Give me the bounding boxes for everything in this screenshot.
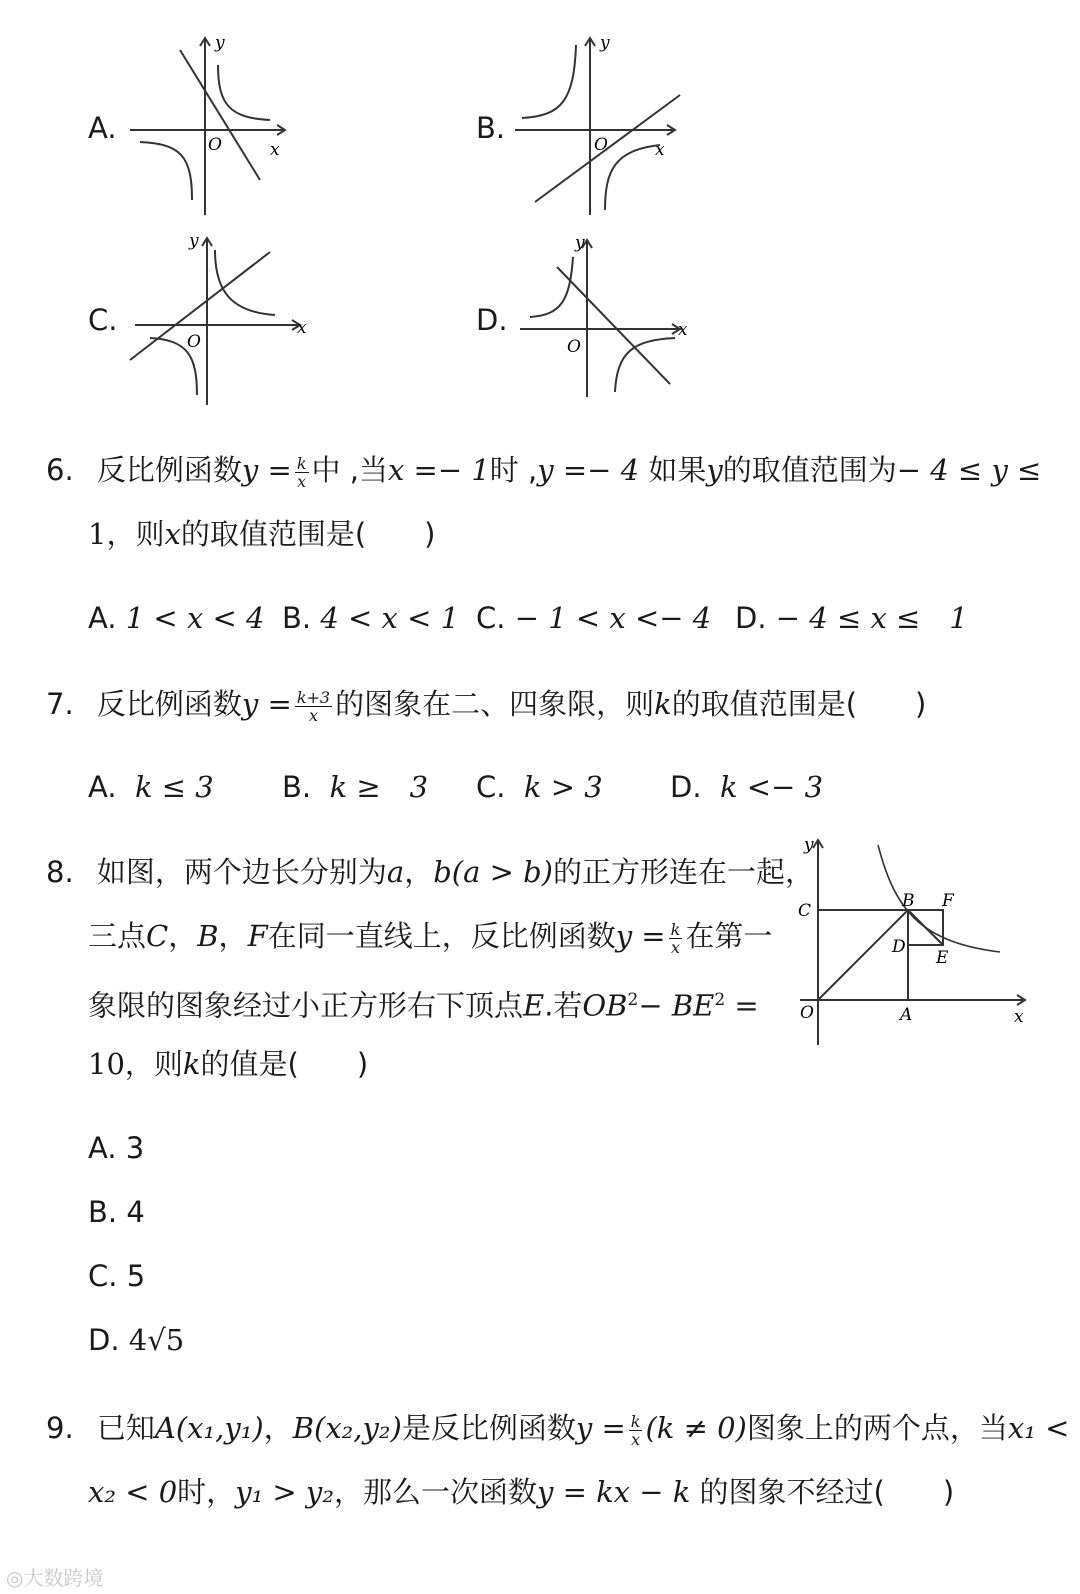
q8-option-a[interactable]: A. 3 [88, 1131, 145, 1165]
question-6-line-2: 1，则x的取值范围是( ) [88, 517, 436, 551]
svg-text:C: C [798, 901, 812, 921]
graph-option-c [125, 230, 315, 410]
svg-text:E: E [936, 948, 949, 968]
svg-text:y: y [600, 33, 610, 53]
q7-option-c[interactable]: C. k > 3 [476, 770, 603, 804]
svg-text:y: y [804, 835, 814, 855]
q8-option-c[interactable]: C. 5 [88, 1259, 146, 1293]
question-8-line-3: 象限的图象经过小正方形右下顶点E.若$OB^2- BE^2$ = [88, 988, 759, 1023]
svg-text:F: F [942, 891, 954, 911]
svg-text:O: O [800, 1003, 814, 1023]
question-8-line-2: 三点C，B，F在同一直线上，反比例函数y = $\frac{k}{x}$ 在第一 [88, 919, 773, 957]
svg-text:O: O [187, 332, 201, 352]
graph-a-x-label: x [270, 140, 280, 160]
graph-option-b-label[interactable]: B. [476, 111, 506, 145]
svg-text:A: A [900, 1005, 913, 1025]
svg-text:x: x [655, 140, 665, 160]
graph-option-c-label[interactable]: C. [88, 303, 118, 337]
svg-text:O: O [594, 135, 608, 155]
svg-text:x: x [678, 320, 688, 340]
q8-option-b[interactable]: B. 4 [88, 1195, 145, 1229]
svg-text:D: D [892, 937, 906, 957]
svg-text:y: y [575, 233, 585, 253]
question-6-line-1: 6. 反比例函数y = $\frac{k}{x}$ 中 ,当x =− 1时 ,y =− 4 如果y的取值范围为− 4 ≤ y ≤ [46, 453, 1042, 491]
q7-option-a[interactable]: A. k ≤ 3 [88, 770, 214, 804]
question-7-text: 7. 反比例函数y = $\frac{k+3}{x}$ 的图象在二、四象限，则k的取值范围是( ) [46, 687, 927, 725]
graph-a-y-label: y [215, 33, 225, 53]
question-9-line-1: 9. 已知A(x₁,y₁)，B(x₂,y₂)是反比例函数y = $\frac{k}{x}$ (k ≠ 0)图象上的两个点，当x₁ < [46, 1411, 1070, 1449]
q6-option-c[interactable]: C. − 1 < x <− 4 [476, 601, 712, 635]
svg-text:x: x [297, 318, 307, 338]
watermark: ◎大数跨境 [6, 1566, 104, 1590]
q6-option-d[interactable]: D. − 4 ≤ x ≤ 1 [735, 601, 968, 635]
graph-option-a-label[interactable]: A. [88, 111, 117, 145]
question-8-line-1: 8. 如图，两个边长分别为a，b(a > b)的正方形连在一起， [46, 855, 815, 889]
graph-option-a [120, 30, 295, 220]
svg-text:x: x [1014, 1007, 1024, 1027]
q7-option-d[interactable]: D. k <− 3 [670, 770, 824, 804]
watermark-logo-icon: ◎ [6, 1566, 24, 1590]
graph-option-d-label[interactable]: D. [476, 303, 508, 337]
graph-a-origin: O [208, 135, 222, 155]
q8-figure [790, 830, 1040, 1050]
question-8-line-4: 10，则k的值是( ) [88, 1047, 369, 1081]
q6-option-a[interactable]: A. 1 < x < 4 [88, 601, 265, 635]
question-9-line-2: x₂ < 0时，y₁ > y₂，那么一次函数y = kx − k 的图象不经过( ) [88, 1475, 955, 1509]
graph-option-b [510, 30, 690, 220]
svg-text:y: y [189, 231, 199, 251]
q8-option-d[interactable]: D. 4√5 [88, 1323, 185, 1357]
svg-text:O: O [567, 337, 581, 357]
q6-option-b[interactable]: B. 4 < x < 1 [282, 601, 460, 635]
q7-option-b[interactable]: B. k ≥ 3 [282, 770, 429, 804]
svg-text:B: B [902, 891, 915, 911]
graph-option-d [515, 232, 700, 402]
